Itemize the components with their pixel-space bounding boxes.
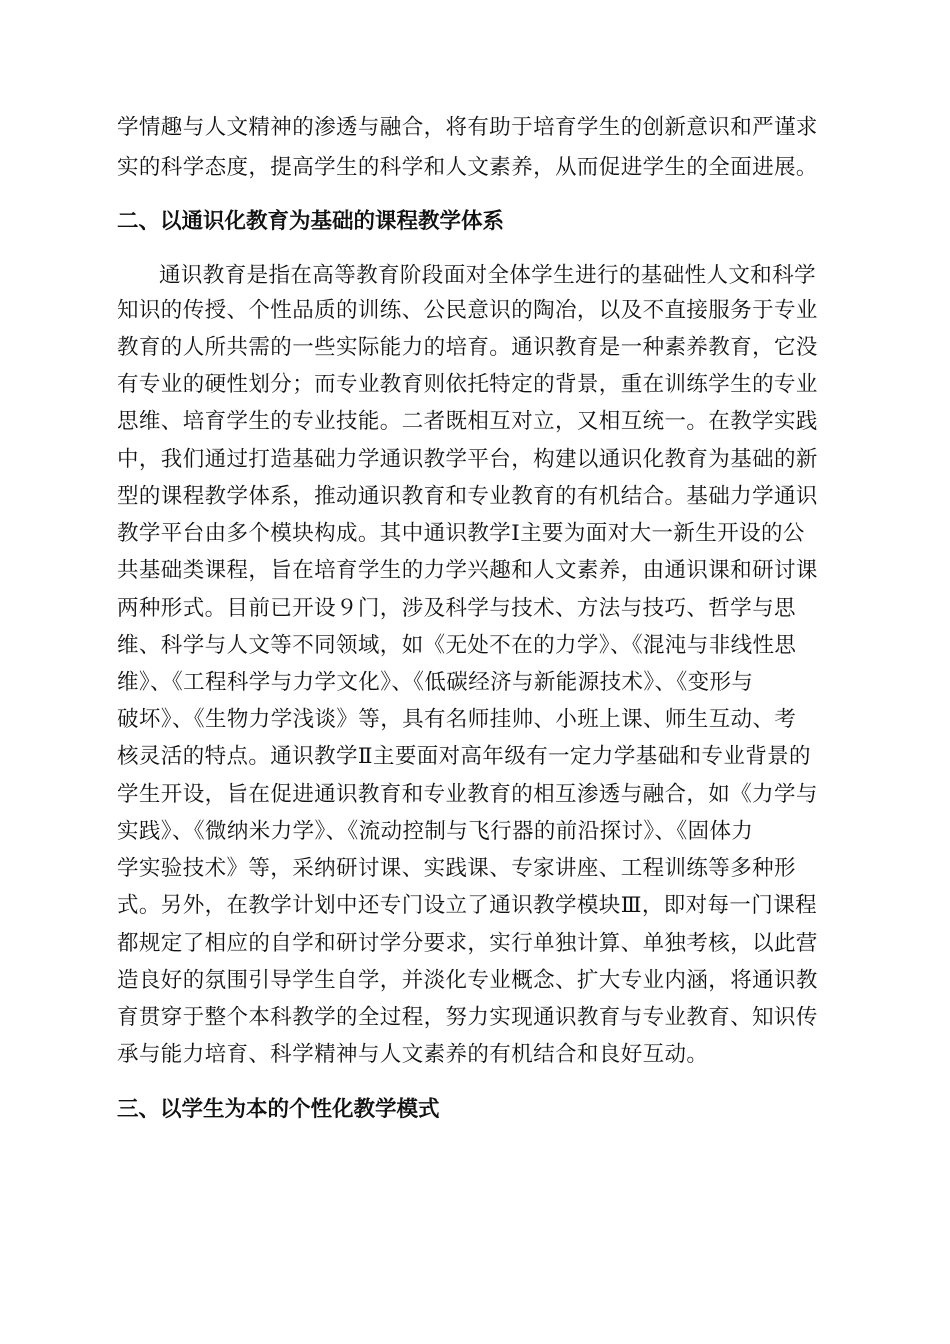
paragraph-line: 型的课程教学体系，推动通识教育和专业教育的有机结合。基础力学通识: [117, 484, 818, 509]
paragraph-line: 学实验技术》等，采纳研讨课、实践课、专家讲座、工程训练等多种形: [117, 856, 796, 881]
paragraph-line: 育贯穿于整个本科教学的全过程，努力实现通识教育与专业教育、知识传: [117, 1005, 818, 1030]
paragraph-line: 核灵活的特点。通识教学Ⅱ主要面对高年级有一定力学基础和专业背景的: [117, 744, 811, 769]
paragraph-line: 教育的人所共需的一些实际能力的培育。通识教育是一种素养教育，它没: [117, 335, 818, 360]
paragraph-line: 通识教育是指在高等教育阶段面对全体学生进行的基础性人文和科学: [159, 263, 817, 288]
paragraph-line: 实的科学态度，提高学生的科学和人文素养，从而促进学生的全面进展。: [117, 155, 818, 180]
paragraph-line: 维》、《工程科学与力学文化》、《低碳经济与新能源技术》、《变形与: [117, 670, 754, 695]
paragraph-line: 学情趣与人文精神的渗透与融合，将有助于培育学生的创新意识和严谨求: [117, 115, 818, 140]
paragraph-line: 知识的传授、个性品质的训练、公民意识的陶冶，以及不直接服务于专业: [117, 298, 818, 323]
paragraph-line: 维、科学与人文等不同领域，如《无处不在的力学》、《混沌与非线性思: [117, 633, 797, 658]
paragraph-line: 共基础类课程，旨在培育学生的力学兴趣和人文素养，由通识课和研讨课: [117, 558, 818, 583]
paragraph-line: 都规定了相应的自学和研讨学分要求，实行单独计算、单独考核，以此营: [117, 931, 818, 956]
paragraph-line: 造良好的氛围引导学生自学，并淡化专业概念、扩大专业内涵，将通识教: [117, 968, 818, 993]
paragraph-line: 有专业的硬性划分；而专业教育则依托特定的背景，重在训练学生的专业: [117, 372, 818, 397]
paragraph-line: 实践》、《微纳米力学》、《流动控制与飞行器的前沿探讨》、《固体力: [117, 819, 754, 844]
paragraph-line: 中，我们通过打造基础力学通识教学平台，构建以通识化教育为基础的新: [117, 447, 818, 472]
section-heading: 二、以通识化教育为基础的课程教学体系: [117, 209, 505, 234]
paragraph-line: 教学平台由多个模块构成。其中通识教学Ⅰ主要为面对大一新生开设的公: [117, 521, 805, 546]
paragraph-line: 思维、培育学生的专业技能。二者既相互对立，又相互统一。在教学实践: [117, 409, 818, 434]
paragraph-line: 两种形式。目前已开设９门，涉及科学与技术、方法与技巧、哲学与思: [117, 596, 796, 621]
paragraph-line: 式。另外，在教学计划中还专门设立了通识教学模块Ⅲ，即对每一门课程: [117, 893, 818, 918]
paragraph-line: 破坏》、《生物力学浅谈》等，具有名师挂帅、小班上课、师生互动、考: [117, 707, 797, 732]
paragraph-line: 学生开设，旨在促进通识教育和专业教育的相互渗透与融合，如《力学与: [117, 782, 818, 807]
section-heading: 三、以学生为本的个性化教学模式: [117, 1097, 440, 1122]
paragraph-line: 承与能力培育、科学精神与人文素养的有机结合和良好互动。: [117, 1042, 709, 1067]
